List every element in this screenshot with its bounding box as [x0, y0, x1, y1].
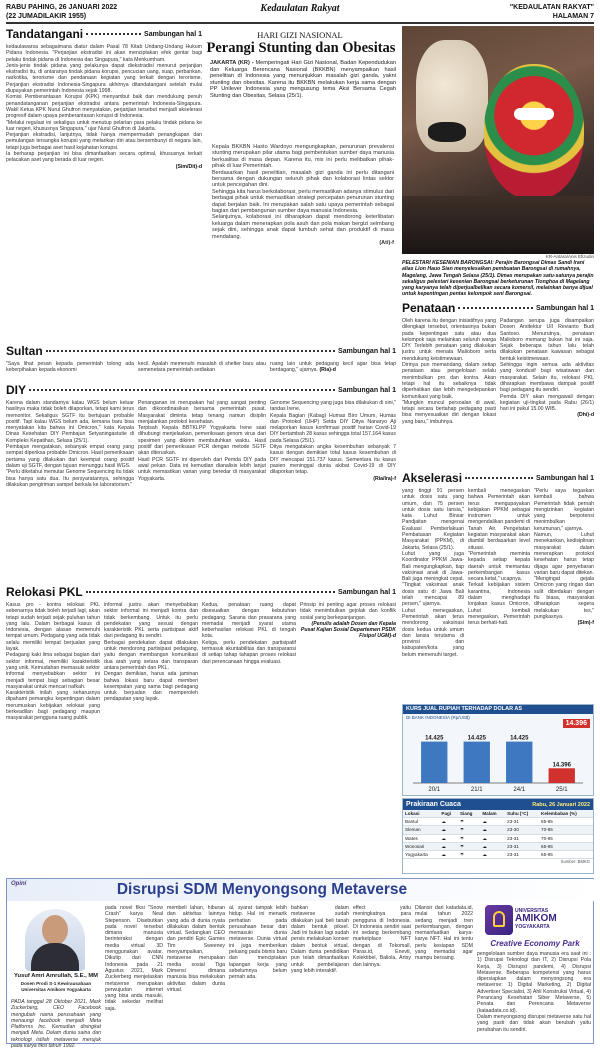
sultan-col-3: ruang lain untuk pedagang kecil agar bisa tetap berdagang," ujarnya. (Ria)-d [270, 361, 396, 374]
ad-col-6: effect yaitu meningkatnya para pengguna di Indonesia. Di Indonesia sendiri saat ini sedang berkembang marketplace NFT dengan di Tokomall, Paras.id, Enevti, Kolektibel, Baliola, Artsy dan lainnya. [353, 905, 411, 968]
tandatangani-article: kedaulawarsa sebagaimana diatur dalam Pasal 78 Kitab Undang-Undang Hukum Pidana Indonesia. "Perjanjian ekstradisi ini akan menciptakan efek gentar bagi pelaku tindak pidana di Indonesia dan Singapura," kata Menkumham. Jenis-jenis tindak pidana yang pelakunya dapat diekstradisi menurut perjanjian ekstradisi itu, di antaranya tindak pidana korupsi, pencucian uang, suap, perbankan, narkotika, terorisme dan pendanaan kegiatan yang terkait dengan terorisme. Perjanjian ekstradisi Indonesia-Singapura akhirnya ditandatangani setelah mulai diupayakan pemerintah Indonesia sejak 1998. Komisi Pemberantasan Korupsi (KPK) menyambut baik dan mendukung penuh penandatanganan perjanjian ekstradisi antara pemerintah Indonesia-Singapura. Wakil Ketua KPK Nurul Ghufron menyatakan, perjanjian tersebut menjadi akselerasi progresif dalam upaya pemberantasan korupsi di Indonesia. "Melalui regulasi ini sekaligus untuk menutup pelarian para pelaku tindak pidana ke luar negeri, khususnya Singapura," ujar Nurul Ghufron di Jakarta. Perjanjian ekstradisi, lanjutnya, tidak hanya mempermudah penangkapan dan pemulangan tersangka korupsi yang melarikan diri atau bersembunyi di negara lain, tetapi juga berbagai aset hasil kejahatan korupsi. Ia berharap perjanjian ini bisa dimanfaatkan secara optimal, khususnya terkait pelacakan aset yang berada di luar negeri. (Sim/Dit)-d [6, 44, 202, 170]
author-name: Yusuf Amri Amrullah, S.E., MM [14, 973, 98, 979]
ad-col-1: PADA tanggal 28 Oktober 2021, Mark Zuckerberg, CEO Facebook mengubah nama perusahaan yang menaungi facebook menjadi Meta Platforms Inc. Kemudian disingkat menjadi Meta. Dalam dunia saina dan teknologi istilah metaverse merujuk pada karya fiksi tahun 1992. [11, 999, 101, 1050]
bar-value-label: 14.425 [425, 735, 444, 742]
akselerasi-heading: Akselerasi Sambungan hal 1 [402, 471, 594, 485]
rain-icon: ☂ [458, 851, 480, 859]
kurs-bar-chart [405, 727, 591, 793]
weather-panel [402, 798, 594, 874]
ad-col-5: bahkan dalam metaverse sudah dilakukan jual beli tanah dalam bentuk piksel. Jadi ini bukan lagi sudah persis melakukan konser dalam bentuk virtual. Dalam dunia pendidikan pun telah dimanfaatkan untuk pembelajaran yang lebih interaktif. [291, 905, 349, 974]
bar-25/1 [549, 768, 575, 783]
cloud-icon: ☁ [439, 826, 458, 834]
akselerasi-col-1: yang tinggi 91 persen untuk dosis satu yang umum, dan 75 persen untuk dosis satu lansia," kata Luhut Binsar Pandjaitan mengenai Evaluasi Pemberlakuan Pembatasan Kegiatan Masyarakat (PPKM), di Jakarta, Selasa (25/1). Luhut yang juga Koordinator PPKM Jawa-Bali mengungkapkan, tiap vaksinasi anak di Jawa-Bali juga meningkat cepat. "Tingkat vaksinasi anak dosis satu di Jawa Bali telah mencapai 89 persen," ujarnya. Luhut menegaskan, Pemerintah akan terus mendorong vaksinasi dosis kedua untuk umum dan lansia terutama di provinsi dan kabupaten/kota yang belum memenuhi target. [402, 488, 464, 658]
ad-col-8: pengelolaan sumber daya manusia era saat ini : 1) Disrupsi Teknologi dan IT, 2) Disrupsi Pola Kerja, 3) Disrupsi pandemi, 4) Disrupsi Metaverse. Beberapa kompetensi yang harus dipersiapkan dalam menyongsong era metaverse: 1) Digital Marketing, 2) Digital Advertiser Specialist, 3) Ahli Konstruksi Virtual, 4) Perancang Kesehatan Siber Metaverse, 5) Penata dan Perencana Metaverse (kataadata.co.id). Dalam menyongsong disrupsi metaverse satu hal yang pasti dan tidak akan berubah yaitu perubahan itu sendiri. [477, 951, 591, 1033]
bar-value-label: 14.425 [510, 735, 529, 742]
barongsai-photo [402, 26, 594, 254]
rain-icon: ☂ [458, 834, 480, 842]
weather-row: Yogyakarta ☁ ☂ ☁ 23-31 65-95 [403, 851, 593, 859]
sultan-col-1: "Saya lihat pesan kepada pemerintah tolong ada keberpihakan kepada ekonomi [6, 361, 134, 374]
amikom-tagline: Creative Economy Park [490, 939, 580, 948]
cloud-icon: ☁ [480, 834, 505, 842]
weather-source: Sumber: BMKG [560, 859, 590, 865]
bar-24/1 [506, 742, 532, 783]
diy-col-1: Karena dalam standarnya kalau WGS belum keluar hasilnya maka tidak boleh dilaporkan, tetapi kami terus memonitor. Sekaligus SGTF itu bertujuan probable positif. Tapi kalau WGS belum ada, kemana baru bisa menyatakan kita bahwa ini Omicron," kata Kepala Dinas Kesehatan DIY Pembajun Setyaningastutie di Kompleks Kepatihan, Selasa (25/1). Pembajun mengatakan, sebanyak empat orang yang sempat diperiksa probable Omicron. Hasil pemeriksaan pertama yang dilakukan dari keempat orang positif dalam uji SGTF, dengan tujuan menunggu hasil WGS. "Perlu diketahui memutar Genome Sequencing itu tidak bisa hanya satu dua. Itu persyaratannya, sehingga dilakukan pengiriman sampel berkala ke laboratorium." [6, 400, 134, 488]
bar-value-label: 14.425 [467, 735, 486, 742]
diy-col-3: Genome Sequencing yang juga bisa dilakukan di sini," tandas Irene. Kepala Bagian (Kabag) Humas Biro Umum, Humas dan Protokol (UHP) Setda DIY Ditya Nanaryo Aji melaporkan kasus konfirmasi positif harian Covid-19 DIY bertambah 28 kasus sehingga total 157.164 kasus pada Selasa (25/1). Ditya mengatakan angka kesembuhan sebanyak 7 kasus dengan demikian total kasus kesembuhan di DIY mencapai 151.737 kasus. Sementara itu kasus pasien meninggal dunia akibat Covid-19 di DIY dilaporkan tetap. (Ria/Ira)-f [270, 400, 396, 482]
kurs-chart-sub: DI BANK INDONESIA (Rp/US$) [406, 714, 470, 720]
ad-col-2: pada novel fiksi "Snow Crash" karya Neal Stepenson. Disebutkan pada novel tersebut dimana manusia berinteraksi dengan media virtual 3D menggunakan avatar. Dikutip dari CNN Indonesia pada 21 Agustus 2021, Mark Zuckerberg menjelaskan metaverse merupakan perwujudan internet yang bisa anda masuki, tidak sekedar melihat saja. [105, 905, 163, 1012]
cloud-icon: ☁ [439, 834, 458, 842]
category-label: 24/1 [513, 787, 526, 793]
category-label: 21/1 [470, 787, 483, 793]
photo-mask [428, 122, 466, 142]
penataan-heading: Penataan Sambungan hal 1 [402, 301, 594, 315]
category-label: 25/1 [555, 787, 568, 793]
cloud-icon: ☁ [480, 818, 505, 826]
weather-table [403, 810, 593, 859]
bar-20/1 [421, 742, 447, 783]
kurs-ticker: 14.396 [563, 719, 590, 728]
feature-lead: JAKARTA (KR) - Memperingati Hari Gizi Nasional, Badan Kependudukan dan Keluarga Berencana Nasional (BKKBN) menyampaikan hasil penelitian di Indonesia yang menunjukkan masalah gizi ganda, yakni stunting dan obesitas. Karena itu BKKBN melakukan kerja sama dengan PP Unilever Indonesia yang mengusung tema Aksi Bersama Cegah Stunting dan Obesitas, Selasa (25/1). [210, 60, 396, 99]
weather-row: Bantul ☁ ☂ ☁ 23-31 65-95 [403, 818, 593, 826]
photo-lion-teeth [514, 108, 554, 120]
feature-title: Perangi Stunting dan Obesitas [206, 40, 396, 56]
weather-row: Wonosari ☁ ☂ ☁ 23-31 65-95 [403, 842, 593, 850]
kurs-chart-header: KURS JUAL RUPIAH TERHADAP DOLAR AS [403, 705, 593, 714]
weather-title: Prakiraan Cuaca [406, 801, 461, 808]
photo-floor [402, 196, 594, 254]
bar-value-label: 14.396 [552, 762, 571, 769]
feature-kicker: HARI GIZI NASIONAL [257, 30, 343, 40]
akselerasi-col-2: kembali menegaskan bahwa Pemerintah akan terus mengupayakan kebijakan PPKM sebagai instrumen untuk mengendalikan pandemi di Tanah Air. Pengetatan kegiatan masyarakat akan diambil berdasarkan level situasi. "Pemerintah meminta kepada setiap kepala daerah untuk memantau perkembangan kasus secara ketat," ucapnya. Terkait kebijakan sistem karantina, Indonesia dalam menghadapi lonjakan kasus Omicron, Luhut kembali menegaskan, Pemerintah terus berhati-hati. [468, 488, 531, 627]
sultan-col-2: kecil. Apalah memenuhi masalah di shelter baru atau semenetara pemerintah sediakan [138, 361, 266, 374]
feature-body: Kepala BKKBN Hasto Wardoyo mengungkapkan, penurunan prevalensi stunting merupakan pilar utama bagi pembentukan sumber daya manusia berkualitas di masa depan. Karena itu, mis ini perlu melibatkan pihak-pihak di luar Pemerintah. Berdasarkan hasil penelitian, masalah gizi ganda ini perlu ditangani bersama dengan dukungan seluruh pihak dan kolaborasi lintas sektor untuk pencegahan dini. Sehingga kita harus berkolaborasi, perlu memastikan adanya stimulus dari berbagai pihak untuk memastikan strategi percepatan penurunan stunting dapat berjalan baik. Ini merupakan salah satu upaya pemerintah sebagai bagian dari pembangunan sumber daya manusia Indonesia. Selanjutnya, kolaborasi ini diharapkan dapat mendorong keterlibatan keluarga dalam menerapkan pola asuh dan pola makan bergizi seimbang sejak dini, sehingga anak dapat tumbuh sehat dan produktif di masa mendatang. (Ati)-f [212, 144, 394, 247]
akselerasi-col-3: "Perlu saya tegaskan kembali bahwa Pemerintah tidak pernah mengizinkan kegiatan yang berpotensi menimbulkan kerumunan," ujarnya. Namun, Luhut menekankan, kedisiplinan masyarakat dalam menerapkan protokol kesehatan harus tetap dijaga agar penyebaran varian baru dapat ditekan. "Mengingat gejala Omicron yang ringan dan sulit dibedakan dengan flu biasa, masyarakat diharapkan segera melakukan tes," pungkasnya. (Sim)-f [534, 488, 594, 627]
amikom-ad [6, 878, 594, 1050]
tandatangani-heading: Tandatangani Sambungan hal 1 [6, 27, 202, 41]
rain-icon: ☂ [458, 826, 480, 834]
rain-icon: ☂ [458, 818, 480, 826]
header-rule [6, 22, 594, 24]
issue-date: RABU PAHING, 26 JANUARI 2022 (22 JUMADILAKIR 1955) [6, 4, 118, 20]
cloud-icon: ☁ [439, 842, 458, 850]
relokasi-heading: Relokasi PKL Sambungan hal 1 [6, 585, 396, 599]
weather-table-head: Lokasi Pagi Siang Malam Suhu (°C) Kelembaban (%) [403, 810, 593, 818]
relokasi-col-3: Kedua, penataan ruang dapat disesuaikan dengan kebutuhan pedagang. Sarana dan prasarana yang memadai menjadi syarat utama keberhasilan relokasi PKL di tengah kota. Ketiga, perlu pendekatan partisipatif termasuk akuntabilitas dan transparansi di setiap tahap tahapan proses relokasi dari perencanaan hingga evaluasi. [202, 602, 296, 665]
cloud-icon: ☁ [439, 851, 458, 859]
cloud-icon: ☁ [480, 851, 505, 859]
weather-date: Rabu, 26 Januari 2022 [532, 801, 590, 808]
weather-row: Wates ☁ ☂ ☁ 23-31 70-95 [403, 834, 593, 842]
ad-title: Disrupsi SDM Menyongsong Metaverse [116, 881, 408, 898]
cloud-icon: ☁ [439, 818, 458, 826]
sultan-heading: Sultan Sambungan hal 1 [6, 344, 396, 358]
diy-col-2: Penanganan ini merupakan hal yang sangat penting dan dikoordinasikan bersama pemerintah pusat. Masyarakat diminta tetap tenang namun disiplin menjalankan protokol kesehatan. Terpisah Kepala BBTKLPP Yogyakarta Irene saat dihubungi menjelaskan, pemeriksaan genom virus dari spesimen yang dikirim membutuhkan waktu. Hasil positif dari pemeriksaan PCR dengan metode SGTF akan diteruskan. Hasil PCR SGTF ini diperoleh dari Pemda DIY pada awal pekan. Data ini kemudian dianalisis lebih lanjut untuk memastikan varian yang beredar di masyarakat Yogyakarta. [138, 400, 266, 482]
relokasi-col-2: informal justru akan menyebabkan sektor informal ini menjadi kontra dan tidak berkembang. Untuk itu perlu pendekatan yang sesuai dengan karakteristik PKL serta partisipasi aktif dari pedagang itu sendiri. Berbagai pendekatan dapat dilakukan untuk mendorong partisipasi pedagang, yaitu dengan membangun komunikasi dua arah yang setara dan transparan antara pemerintah dan PKL. Dengan demikian, harus ada jaminan bahwa lokasi baru dapat memberi kesempatan yang sama bagi pedagang untuk berjualan dan memperoleh pendapatan yang layak. [104, 602, 198, 703]
ad-kicker: Opini [11, 881, 27, 887]
bar-21/1 [464, 742, 490, 783]
ad-col-7: Dilansir dari katadata.id, mulai tahun 2022 sedang menjadi tren perkembangan, dengan memanfaatkan karya-karya NFT. Hal ini tentu perlu kesiapan SDM yang memadai agar mampu bersaing. [415, 905, 473, 962]
penataan-col-1: Oleh karena itu dengan inisiatifnya yang dilengkapi tersebut, orientasinya bukan pada kepentingan satu atau dua kelompok saja melainkan seluruh warga DIY. Terlebih penataan yang dilakukan justru untuk menata Malioboro serta mendukung keistimewaan. Dirinya pun memandang, dalam setiap penataan atau pengelolaan selalu menimbulkan pro dan kontra. Akan tetapi hal itu sebaiknya tidak diperhatikan dan lebih mengedepankan komunikasi yang baik. "Mungkin muncul persoalan di awal, tetapi secara bertahap pedagang pasti bisa menyesuaikan diri dengan lokasi yang baru," imbuhnya. [402, 318, 496, 425]
photo-credit: KR-Antara/Anis Efizudin [545, 254, 594, 259]
photo-caption: PELESTARI KESENIAN BARONGSAI: Perajin Barongsai Dimas Sandi Irani alias Lion Hauo Sian menyelesaikan pembuatan Barongsai di rumahnya, Magelang, Jawa Tengah Selasa (25/1). Dimas merupakan satu-satunya perajin sekaligus pelestari kesenian Barongsai berketurunan Tionghoa di Magelang yang karyanya telah diperjualbelikan secara komersil, melainkan banya dijual untuk kepentingan pentas kelompok seni Barongsai. [402, 260, 594, 298]
author-photo [25, 909, 85, 971]
page-number: "KEDAULATAN RAKYAT" HALAMAN 7 [509, 4, 594, 20]
author-suit [31, 943, 79, 971]
relokasi-col-4: Prinsip ini penting agar proses relokasi tidak menimbulkan gejolak dan konflik sosial yang berkepanjangan. (Penulis adalah Dosen dan Kepala Pusat Kajian Sosial Departemen PSDK Fisipol UGM)-d [300, 602, 396, 640]
rain-icon: ☂ [458, 842, 480, 850]
author-face [42, 915, 68, 945]
category-label: 20/1 [428, 787, 441, 793]
ad-col-3: membeli lahan, hiburan dan aktivitas lainnya yang ada di dunia nyata dilakukan dalam bentuk virtual. Sedangkan CEO dan pendiri Epic Games Tim Sweeney menyampaikan, metaverse merupakan media sosial Tiga Dimensi dimana manusia bisa melakukan aktivitas dalam dunia virtual. [167, 905, 225, 993]
diy-heading: DIY Sambungan hal 1 [6, 383, 396, 397]
author-role: Dosen Prodi S-1 Kewirausahaan Universitas Amikom Yogyakarta [20, 981, 92, 992]
ad-col-4: al, syarat tampak lebih hidup. Hal ini menarik perhatian pada perusahaan besar dan memasuki dunia metaverse. Dunia virtual ini juga memberikan peluang pada bisnis baru dan menciptakan lapangan kerja yang sebelumnya belum pernah ada. [229, 905, 287, 981]
cloud-icon: ☁ [480, 826, 505, 834]
photo-lion-head [484, 64, 584, 200]
amikom-logo-icon [485, 905, 513, 935]
amikom-logo-text: UNIVERSITAS AMIKOM YOGYAKARTA [515, 908, 557, 930]
relokasi-col-1: Kasus pro - kontra relokasi PKL sebenarnya tidak boleh terjadi lagi, akan tetapi sudah terjadi sejak puluhan tahun yang lalu. Dalam berbagai kasus di Indonesia, dengan alasan memenuhi tempat umum. Pedagang yang ada tidak selalu memiliki tempat berjualan yang layak. Pedagang kaki lima sebagai bagian dari sektor informal, memiliki karakteristik yang unik. Kemudahan memasuki sektor informal menyebabkan sektor ini menjadi tempat bagi sebagian besar masyarakat untuk mencari nafkah. Karakteristik inilah yang seharusnya dipahami pemangku kepentingan dalam merumuskan kebijakan relokasi yang berkeadilan bagi pedagang maupun masyarakat pengguna ruang publik. [6, 602, 100, 722]
masthead: Kedaulatan Rakyat [260, 3, 340, 14]
cloud-icon: ☁ [480, 842, 505, 850]
penataan-col-2: Padangan serupa juga disampaikan Dosen Arsitektur UII Revianto Budi Santoso. Menurutnya, penataan Malioboro memang bukan hal ini saja. Sejak beberapa tahun lalu telah dilakukan penataan kawasan sebagai bentuk keistimewaan. Sehingga ingin semua ada aktivitas yang kondusif bagi wisatawan dan masyarakat. Selain itu, relokasi PKL diharapkan membawa dampak positif bagi pedagang itu sendiri. Pemda DIY akan mengawali dengan kegiatan uji-tingkat pada Rabu (26/1) hari ini pukul 15.00 WIB. (Dhi)-d [500, 318, 594, 419]
weather-header [403, 799, 593, 810]
kurs-chart [402, 704, 594, 796]
weather-row: Sleman ☁ ☂ ☁ 23-30 70-95 [403, 826, 593, 834]
